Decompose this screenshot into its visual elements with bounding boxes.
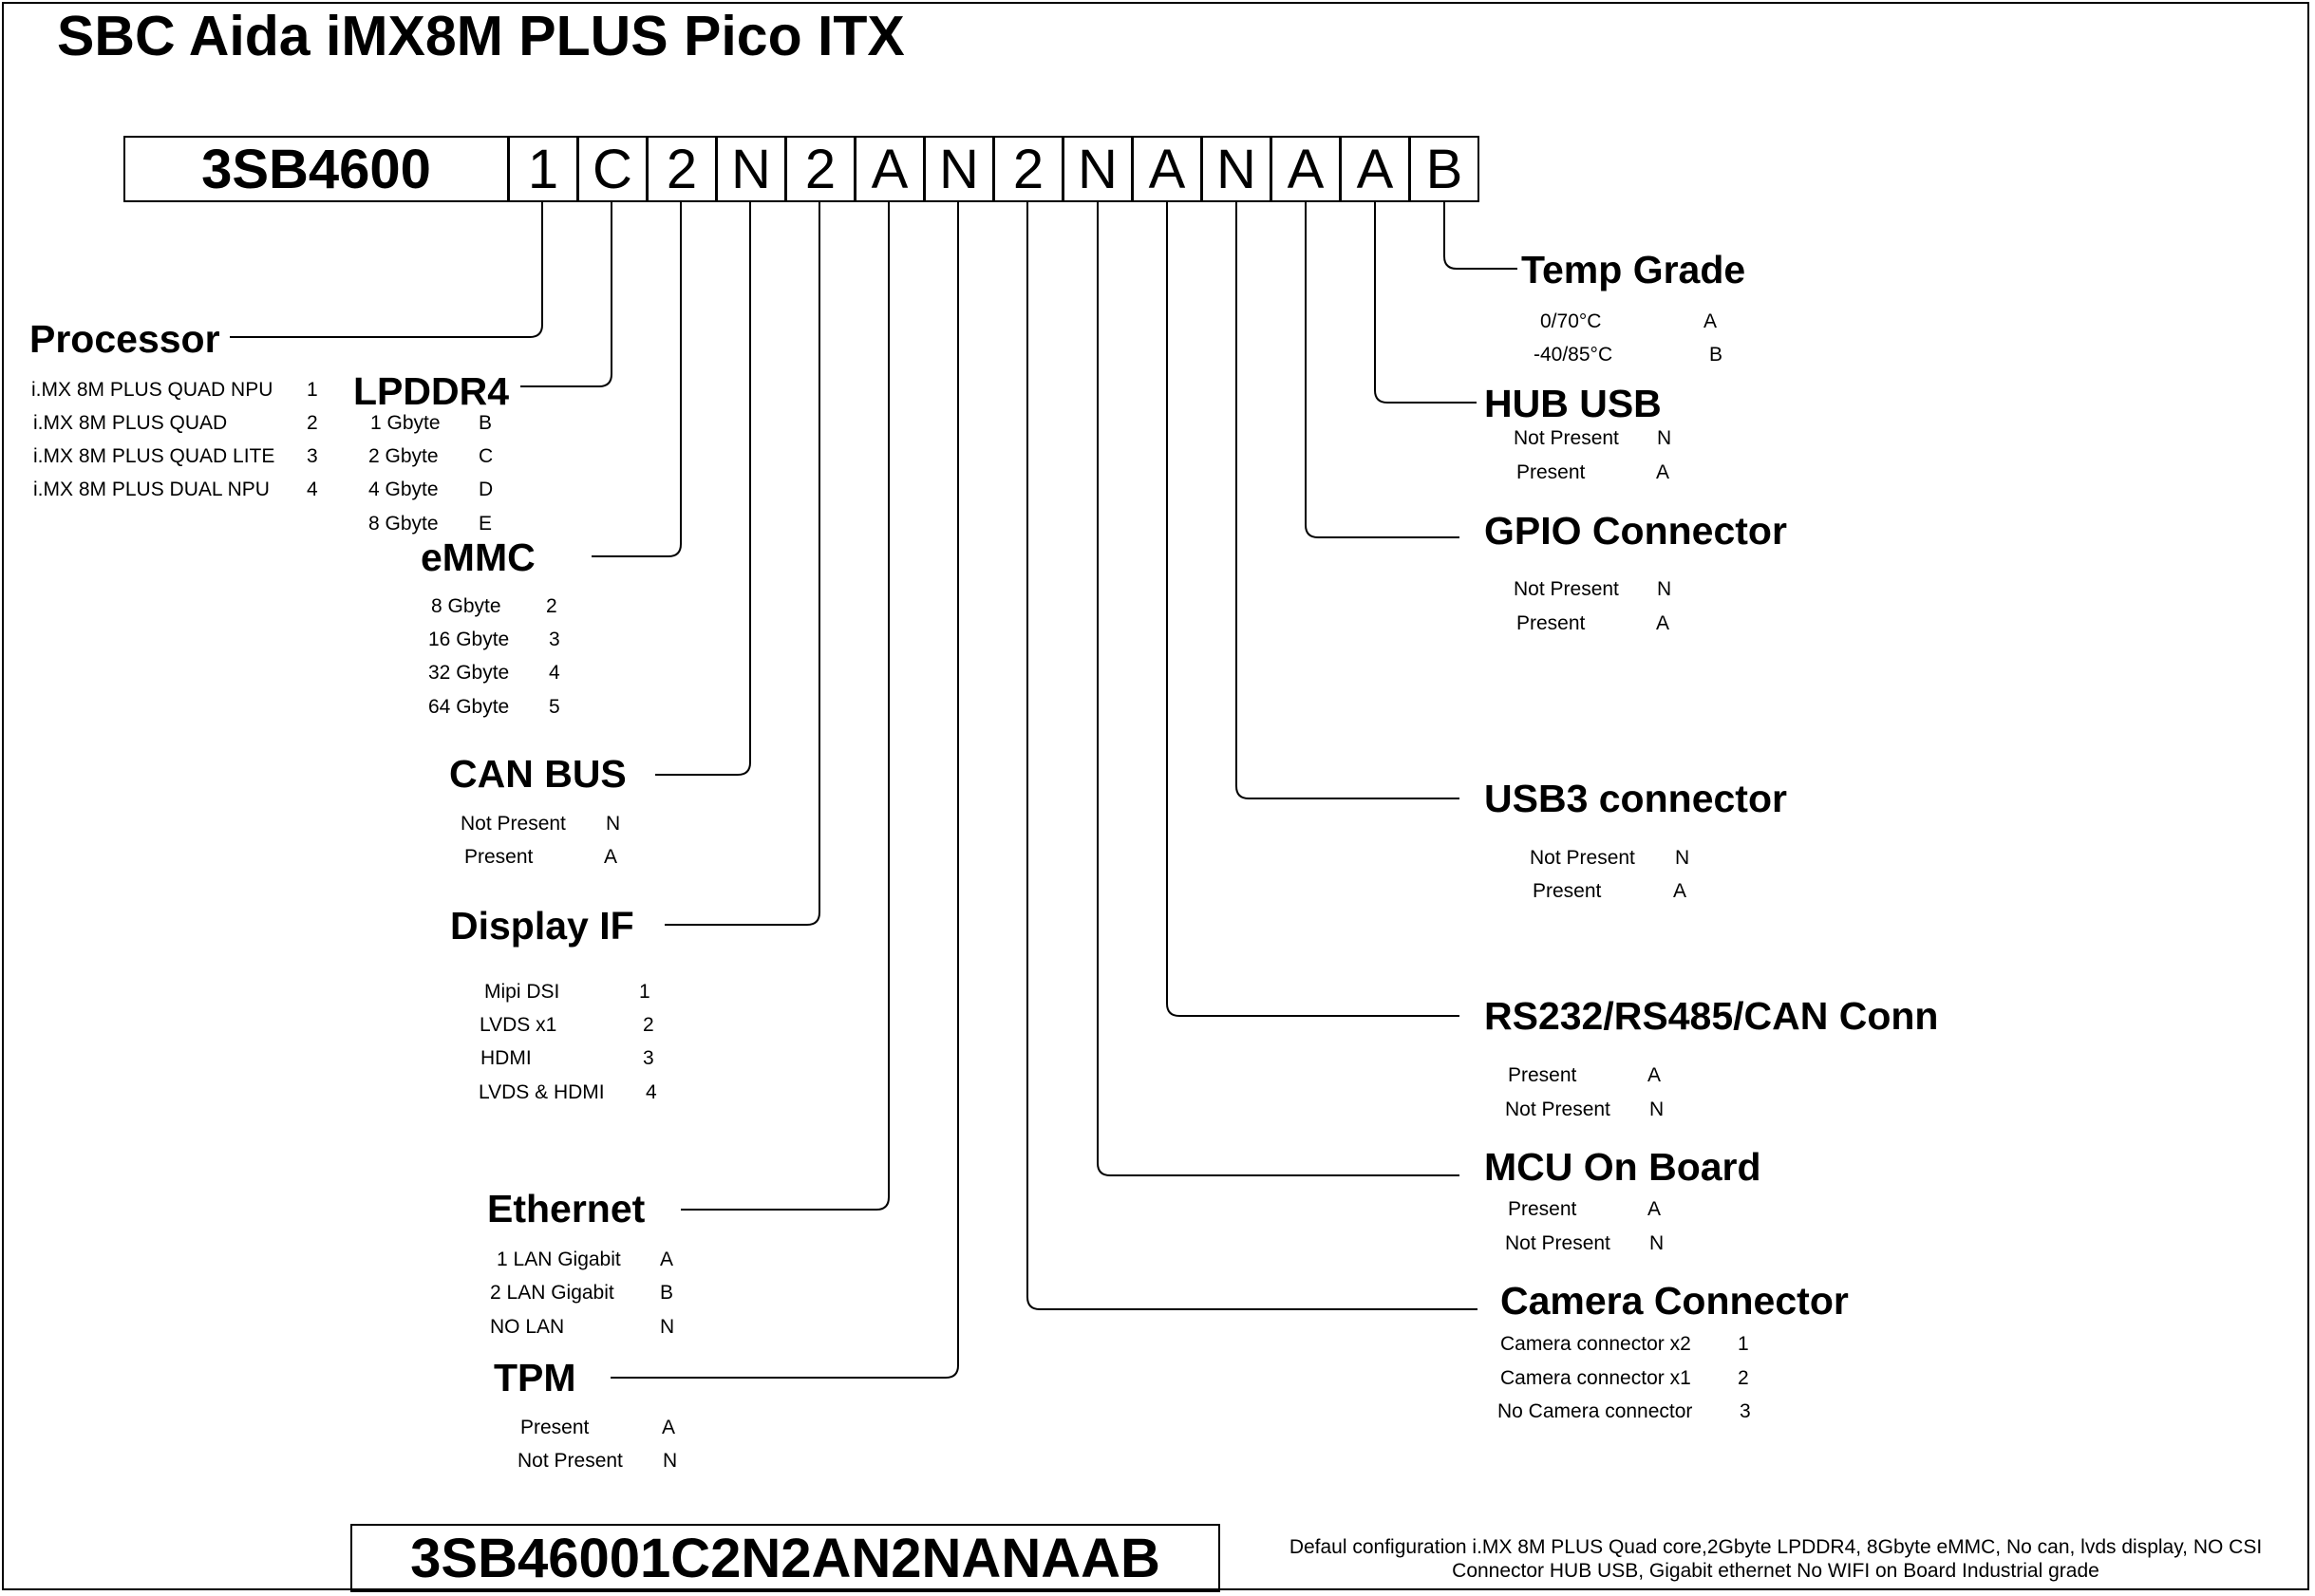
can-bus-code: A — [604, 846, 618, 868]
camera-connector-heading: Camera Connector — [1500, 1279, 1849, 1323]
tpm-code: N — [663, 1450, 678, 1472]
emmc-option: 64 Gbyte — [428, 696, 510, 718]
ethernet-option: NO LAN — [490, 1316, 565, 1338]
processor-code: 4 — [307, 479, 318, 500]
gpio-connector-code: A — [1656, 612, 1670, 634]
gpio-connector-code: N — [1657, 578, 1672, 600]
processor-code: 3 — [307, 445, 318, 467]
temp-grade-heading: Temp Grade — [1521, 248, 1746, 291]
ethernet-option: 2 LAN Gigabit — [490, 1282, 614, 1304]
tpm-option: Present — [520, 1417, 590, 1438]
part-char-cell: N — [1201, 136, 1271, 202]
processor-heading: Processor — [29, 317, 220, 361]
can-bus-option: Present — [464, 846, 534, 868]
mcu-on-board-code: A — [1647, 1198, 1662, 1220]
usb3-connector-option: Present — [1533, 880, 1602, 902]
wire-emmc — [592, 202, 681, 556]
part-char-cell: 2 — [785, 136, 856, 202]
rs232-conn-heading: RS232/RS485/CAN Conn — [1484, 994, 1939, 1038]
part-char-cell: 2 — [993, 136, 1063, 202]
processor-code: 2 — [307, 412, 318, 434]
wire-tpm — [611, 202, 958, 1378]
part-char-cell: B — [1409, 136, 1479, 202]
camera-connector-code: 3 — [1740, 1400, 1751, 1422]
can-bus-code: N — [606, 813, 621, 835]
processor-option: i.MX 8M PLUS QUAD — [33, 412, 228, 434]
wire-gpio-connector — [1306, 202, 1459, 537]
part-char-cell: C — [577, 136, 648, 202]
wire-display-if — [665, 202, 819, 925]
hub-usb-code: A — [1656, 461, 1670, 483]
lpddr4-heading: LPDDR4 — [353, 369, 510, 413]
ethernet-heading: Ethernet — [487, 1187, 646, 1230]
display-if-code: 4 — [646, 1081, 657, 1103]
tpm-heading: TPM — [494, 1356, 576, 1399]
display-if-code: 3 — [643, 1047, 654, 1069]
ethernet-code: A — [660, 1249, 674, 1270]
mcu-on-board-code: N — [1649, 1232, 1665, 1254]
wire-usb3-connector — [1236, 202, 1459, 798]
wire-hub-usb — [1375, 202, 1477, 403]
lpddr4-option: 2 Gbyte — [368, 445, 439, 467]
display-if-option: HDMI — [480, 1047, 532, 1069]
part-char-cell: N — [1063, 136, 1133, 202]
temp-grade-option: -40/85°C — [1534, 344, 1613, 366]
hub-usb-heading: HUB USB — [1484, 382, 1662, 425]
temp-grade-code: B — [1709, 344, 1723, 366]
tpm-option: Not Present — [518, 1450, 623, 1472]
rs232-conn-code: N — [1649, 1098, 1665, 1120]
emmc-heading: eMMC — [421, 535, 536, 579]
emmc-code: 5 — [549, 696, 560, 718]
camera-connector-code: 1 — [1738, 1333, 1749, 1355]
part-char-cell: 2 — [647, 136, 717, 202]
camera-connector-option: Camera connector x2 — [1500, 1333, 1691, 1355]
part-prefix-cell: 3SB4600 — [123, 136, 509, 202]
camera-connector-option: Camera connector x1 — [1500, 1367, 1691, 1389]
wire-lpddr4 — [520, 202, 612, 386]
wire-processor — [230, 202, 542, 337]
lpddr4-option: 1 Gbyte — [370, 412, 441, 434]
hub-usb-code: N — [1657, 427, 1672, 449]
default-config-note: Defaul configuration i.MX 8M PLUS Quad core,2Gbyte LPDDR4, 8Gbyte eMMC, No can, lvds display, NO CSI Connector HUB USB, Gigabit ethernet No WIFI on Board Industrial grade — [1289, 1536, 2263, 1582]
hub-usb-option: Present — [1516, 461, 1586, 483]
emmc-option: 16 Gbyte — [428, 629, 510, 650]
tpm-code: A — [662, 1417, 676, 1438]
wire-mcu-on-board — [1098, 202, 1459, 1175]
lpddr4-code: C — [479, 445, 494, 467]
part-char-cell: A — [1270, 136, 1341, 202]
emmc-code: 3 — [549, 629, 560, 650]
temp-grade-code: A — [1703, 310, 1718, 332]
ethernet-code: N — [660, 1316, 675, 1338]
temp-grade-option: 0/70°C — [1540, 310, 1602, 332]
usb3-connector-code: N — [1675, 847, 1690, 869]
wire-temp-grade — [1444, 202, 1517, 269]
part-char-cell: N — [924, 136, 994, 202]
rs232-conn-code: A — [1647, 1064, 1662, 1086]
display-if-code: 1 — [639, 981, 650, 1003]
usb3-connector-heading: USB3 connector — [1484, 777, 1787, 820]
ethernet-code: B — [660, 1282, 674, 1304]
emmc-code: 2 — [546, 595, 557, 617]
processor-code: 1 — [307, 379, 318, 401]
ethernet-option: 1 LAN Gigabit — [497, 1249, 621, 1270]
can-bus-heading: CAN BUS — [449, 752, 627, 796]
display-if-option: LVDS & HDMI — [479, 1081, 605, 1103]
camera-connector-code: 2 — [1738, 1367, 1749, 1389]
hub-usb-option: Not Present — [1514, 427, 1619, 449]
display-if-option: Mipi DSI — [484, 981, 560, 1003]
emmc-option: 8 Gbyte — [431, 595, 501, 617]
example-part-number: 3SB46001C2N2AN2NANAAB — [350, 1524, 1220, 1592]
emmc-code: 4 — [549, 662, 560, 684]
part-char-cell: 1 — [508, 136, 578, 202]
wire-rs232-conn — [1167, 202, 1459, 1016]
gpio-connector-heading: GPIO Connector — [1484, 509, 1787, 553]
rs232-conn-option: Present — [1508, 1064, 1577, 1086]
mcu-on-board-heading: MCU On Board — [1484, 1145, 1761, 1189]
emmc-option: 32 Gbyte — [428, 662, 510, 684]
lpddr4-option: 8 Gbyte — [368, 513, 439, 535]
wire-can-bus — [655, 202, 750, 775]
gpio-connector-option: Not Present — [1514, 578, 1619, 600]
processor-option: i.MX 8M PLUS DUAL NPU — [33, 479, 270, 500]
part-char-cell: A — [855, 136, 925, 202]
display-if-code: 2 — [643, 1014, 654, 1036]
part-char-cell: A — [1340, 136, 1410, 202]
mcu-on-board-option: Not Present — [1505, 1232, 1610, 1254]
lpddr4-option: 4 Gbyte — [368, 479, 439, 500]
display-if-heading: Display IF — [450, 904, 634, 948]
can-bus-option: Not Present — [461, 813, 566, 835]
part-char-cell: A — [1132, 136, 1202, 202]
mcu-on-board-option: Present — [1508, 1198, 1577, 1220]
part-char-cell: N — [716, 136, 786, 202]
wire-ethernet — [681, 202, 889, 1210]
gpio-connector-option: Present — [1516, 612, 1586, 634]
camera-connector-option: No Camera connector — [1497, 1400, 1693, 1422]
lpddr4-code: E — [479, 513, 493, 535]
lpddr4-code: B — [479, 412, 493, 434]
diagram-title: SBC Aida iMX8M PLUS Pico ITX — [57, 5, 905, 67]
processor-option: i.MX 8M PLUS QUAD NPU — [31, 379, 273, 401]
rs232-conn-option: Not Present — [1505, 1098, 1610, 1120]
wire-camera-connector — [1027, 202, 1477, 1309]
usb3-connector-code: A — [1673, 880, 1687, 902]
lpddr4-code: D — [479, 479, 494, 500]
display-if-option: LVDS x1 — [480, 1014, 557, 1036]
usb3-connector-option: Not Present — [1530, 847, 1635, 869]
processor-option: i.MX 8M PLUS QUAD LITE — [33, 445, 275, 467]
